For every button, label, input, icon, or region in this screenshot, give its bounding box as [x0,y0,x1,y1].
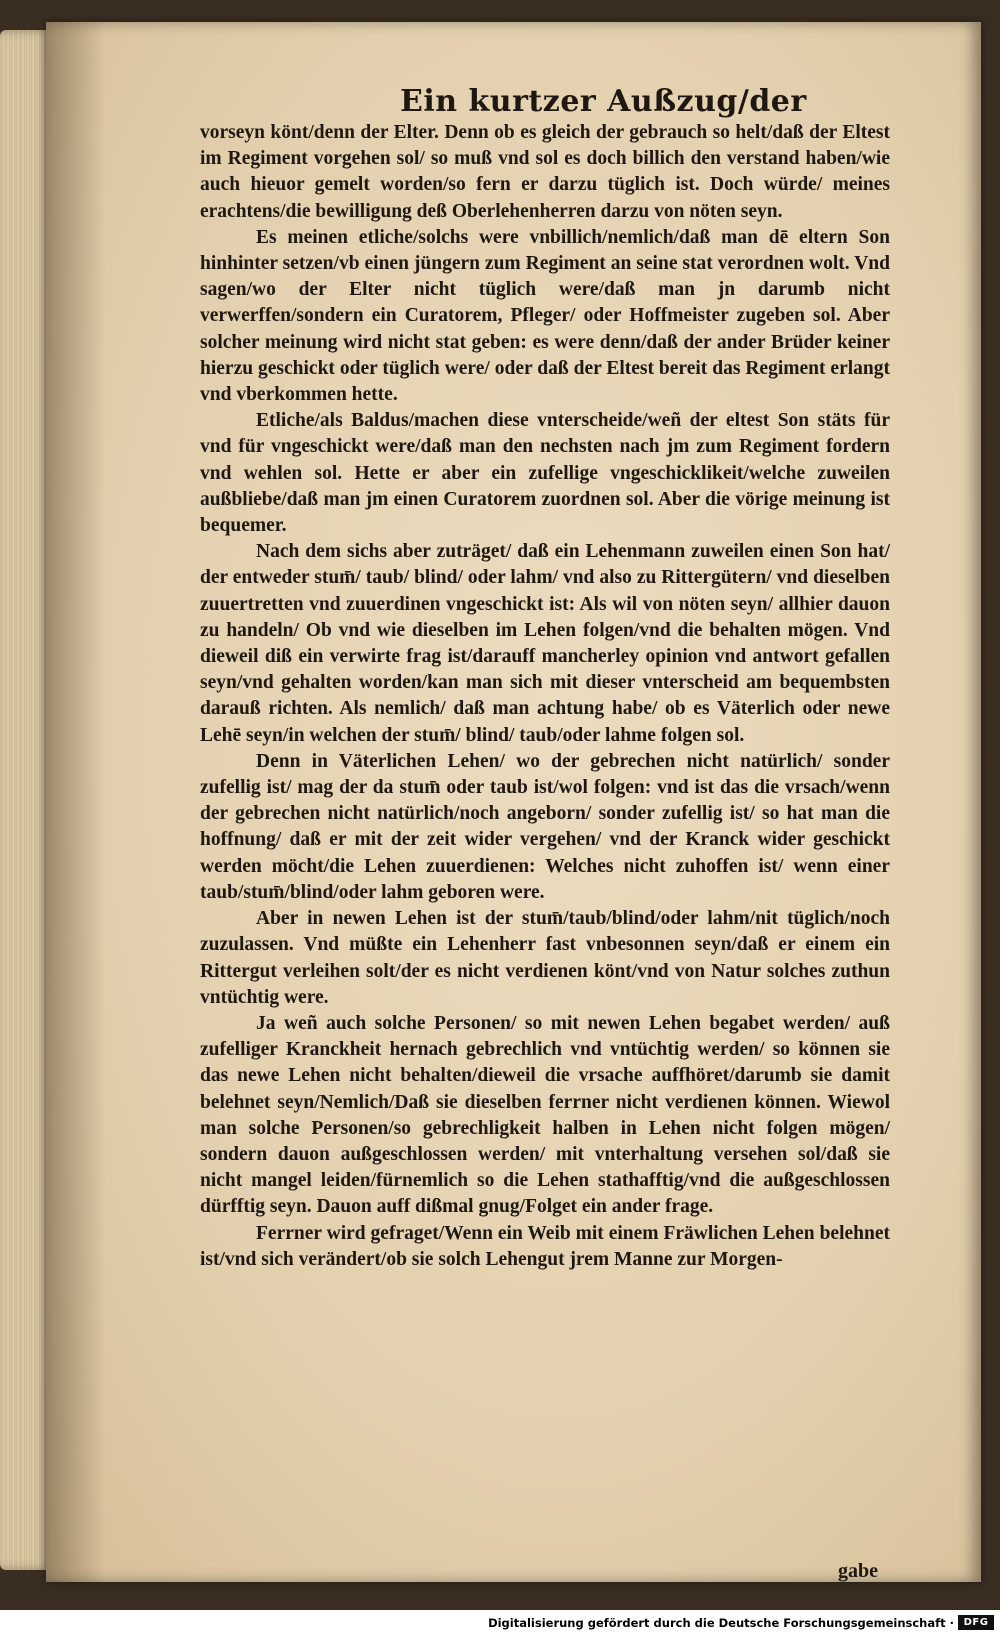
catchword: gabe [838,1560,878,1582]
paragraph-7: Ja weñ auch solche Personen/ so mit newen Lehen begabet werden/ auß zufelliger Kranckheit hernach gebrechlich vnd vntüchtig werden/ so können sie das newe Lehen nicht behalten/dieweil die vrsache auffhöret/darumb sie damit belehnet seyn/Nemlich/Daß sie dieselben ferrner nicht verdienen können. Wiewol man solche Personen/so gebrechligkeit halben in Lehen nicht folgen mögen/ sondern dauon außgeschlossen werden/ mit vnterhaltung versehen sol/daß sie nicht mangel leiden/fürnemlich so die Lehen stathafftig/vnd die außgeschlossen dürfftig seyn. Dauon auff dißmal gnug/Folget ein ander frage. [200,1012,890,1218]
paragraph-1: vorseyn könt/denn der Elter. Denn ob es gleich der gebrauch so helt/daß der Eltest im Regiment vorgehen sol/ so muß vnd sol es doch billich den verstand haben/wie auch hieuor gemelt worden/so fern er darzu tüglich ist. Doch würde/ meines erachtens/die bewilligung deß Oberlehenherren darzu von nöten seyn. [200,122,890,222]
paragraph-8: Ferrner wird gefraget/Wenn ein Weib mit einem Fräwlichen Lehen belehnet ist/vnd sich verändert/ob sie solch Lehengut jrem Manne zur Morgen- [200,1222,890,1270]
paragraph-2: Es meinen etliche/solchs were vnbillich/nemlich/daß man dē eltern Son hinhinter setzen/vb einen jüngern zum Regiment an seine stat verordnen wolt. Vnd sagen/wo der Elter nicht tüglich were/daß man jn darumb nicht verwerffen/sondern ein Curatorem, Pfleger/ oder Hoffmeister zugeben sol. Aber solcher meinung wird nicht stat geben: es were denn/daß der ander Brüder keiner hierzu geschickt oder tüglich were/ oder daß der Eltest bereit das Regiment erlangt vnd vberkommen hette. [200,226,890,406]
dfg-logo-icon: DFG [958,1615,994,1630]
running-head: Ein kurtzer Außzug/der [400,84,807,119]
footer-credit: Digitalisierung gefördert durch die Deutsche Forschungsgemeinschaft · [488,1616,954,1630]
body-text [200,120,890,1273]
footer [0,1610,1000,1637]
paragraph-3: Etliche/als Baldus/machen diese vnterscheide/weñ der eltest Son stäts für vnd für vngeschickt were/daß man den nechsten nach jm zum Regiment fordern vnd wehlen sol. Hette er aber ein zufellige vngeschicklikeit/welche zuweilen außbliebe/daß man jm einen Curatorem zuordnen sol. Aber die vörige meinung ist bequemer. [200,410,890,537]
paragraph-5: Denn in Väterlichen Lehen/ wo der gebrechen nicht natürlich/ sonder zufellig ist/ mag der da stum̄ oder taub ist/wol folgen: vnd ist das die vrsach/wenn der gebrechen nicht natürlich/noch angeborn/ sonder zufellig ist/ so hat man die hoffnung/ daß er mit der zeit wider vergehen/ vnd der Kranck wider geschickt werden möcht/die Lehen zuuerdienen: Welches nicht zuhoffen ist/ wenn einer taub/stum̄/blind/oder lahm geboren were. [200,750,890,903]
paragraph-6: Aber in newen Lehen ist der stum̄/taub/blind/oder lahm/nit tüglich/noch zuzulassen. Vnd müßte ein Lehenherr fast vnbesonnen seyn/daß er einem ein Rittergut verleihen solt/der es nicht verdienen könt/vnd von Natur solches zuthun vntüchtig were. [200,908,890,1008]
spine-shadow [46,22,106,1582]
paragraph-4: Nach dem sichs aber zuträget/ daß ein Lehenmann zuweilen einen Son hat/ der entweder stum̄/ taub/ blind/ oder lahm/ vnd also zu Rittergütern/ vnd dieselben zuuertretten vnd zuuerdinen vngeschickt ist: Als wil von nöten seyn/ allhier dauon zu handeln/ Ob vnd wie dieselben im Lehen folgen/vnd die behalten mögen. Vnd dieweil diß ein verwirte frag ist/darauff mancherley opinion vnd antwort gefallen seyn/vnd gehalten worden/kan man sich mit dieser vnterscheid am bequembsten darauß richten. Als nemlich/ daß man achtung habe/ ob es Väterlich oder newe Lehē seyn/in welchen der stum̄/ blind/ taub/oder lahme folgen sol. [200,541,890,746]
book-page-edges [0,30,52,1570]
